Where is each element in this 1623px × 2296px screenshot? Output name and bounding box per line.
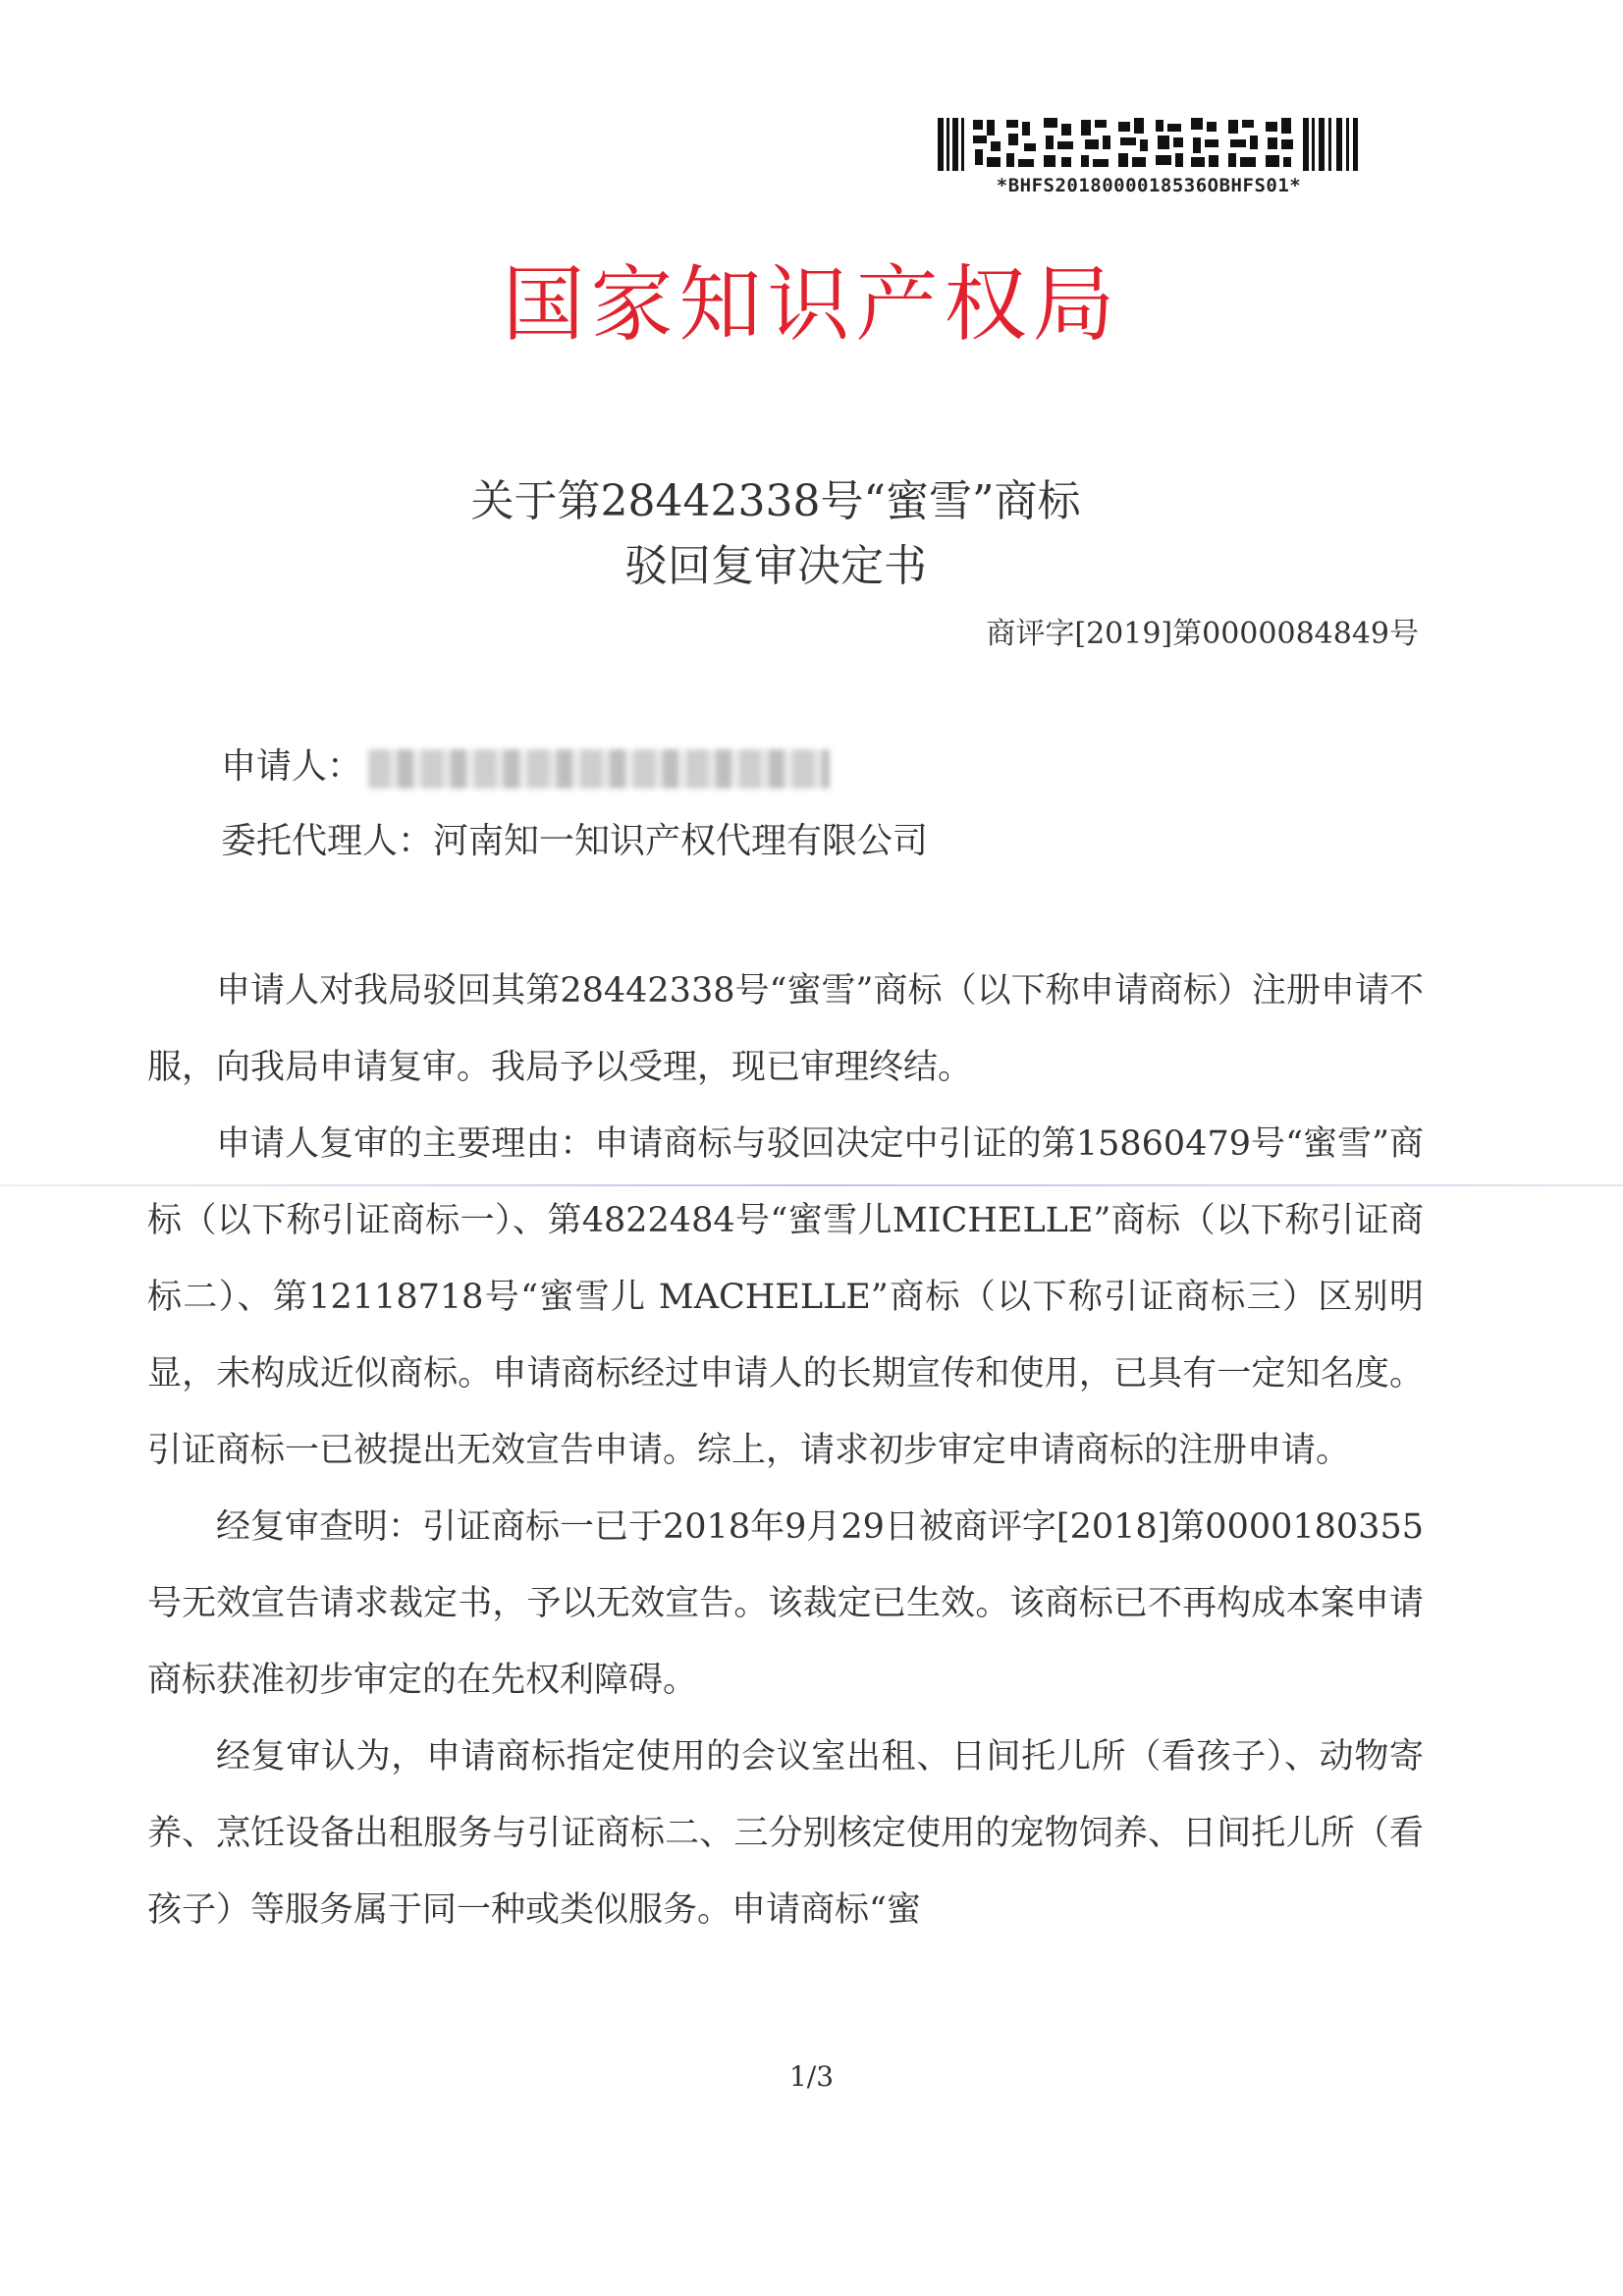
page-number: 1/3 — [788, 2060, 835, 2093]
body-paragraph: 经复审认为，申请商标指定使用的会议室出租、日间托儿所（看孩子）、动物寄养、烹饪设备出租服务与引证商标二、三分别核定使用的宠物饲养、日间托儿所（看孩子）等服务属于同一种或类似服务。申请商标“蜜 — [147, 1737, 1424, 1930]
applicant-row — [221, 738, 830, 789]
document-number: 商评字[2019]第0000084849号 — [986, 617, 1419, 651]
document-title — [0, 469, 1551, 599]
agent-label: 委托代理人： — [221, 821, 434, 861]
applicant-label: 申请人： — [221, 746, 363, 787]
agent-name: 河南知一知识产权代理有限公司 — [433, 821, 929, 861]
document-title-line-1: 关于第28442338号“蜜雪”商标 — [470, 476, 1081, 526]
body-text — [147, 953, 1424, 1948]
agent-row — [221, 813, 928, 863]
barcode-graphic — [938, 116, 1360, 173]
applicant-name-redacted — [368, 749, 830, 789]
body-paragraph: 申请人复审的主要理由：申请商标与驳回决定中引证的第15860479号“蜜雪”商标（以下称引证商标一）、第4822484号“蜜雪儿MICHELLE”商标（以下称引证商标二）、第12118718号“蜜雪儿 MACHELLE”商标（以下称引证商标三）区别明显，未构成近似商标。申请商标经过申请人的长期宣传和使用，已具有一定知名度。引证商标一已被提出无效宣告申请。综上，请求初步审定申请商标的注册申请。 — [147, 1124, 1424, 1470]
barcode-text: *BHFS2018000018536OBHFS01* — [996, 175, 1302, 196]
document-title-line-2: 驳回复审决定书 — [624, 541, 927, 591]
barcode — [938, 116, 1360, 196]
org-title: 国家知识产权局 — [502, 256, 1121, 353]
body-paragraph: 申请人对我局驳回其第28442338号“蜜雪”商标（以下称申请商标）注册申请不服，向我局申请复审。我局予以受理，现已审理终结。 — [147, 971, 1424, 1087]
body-paragraph: 经复审查明：引证商标一已于2018年9月29日被商评字[2018]第0000180355号无效宣告请求裁定书，予以无效宣告。该裁定已生效。该商标已不再构成本案申请商标获准初步审定的在先权利障碍。 — [147, 1507, 1424, 1700]
